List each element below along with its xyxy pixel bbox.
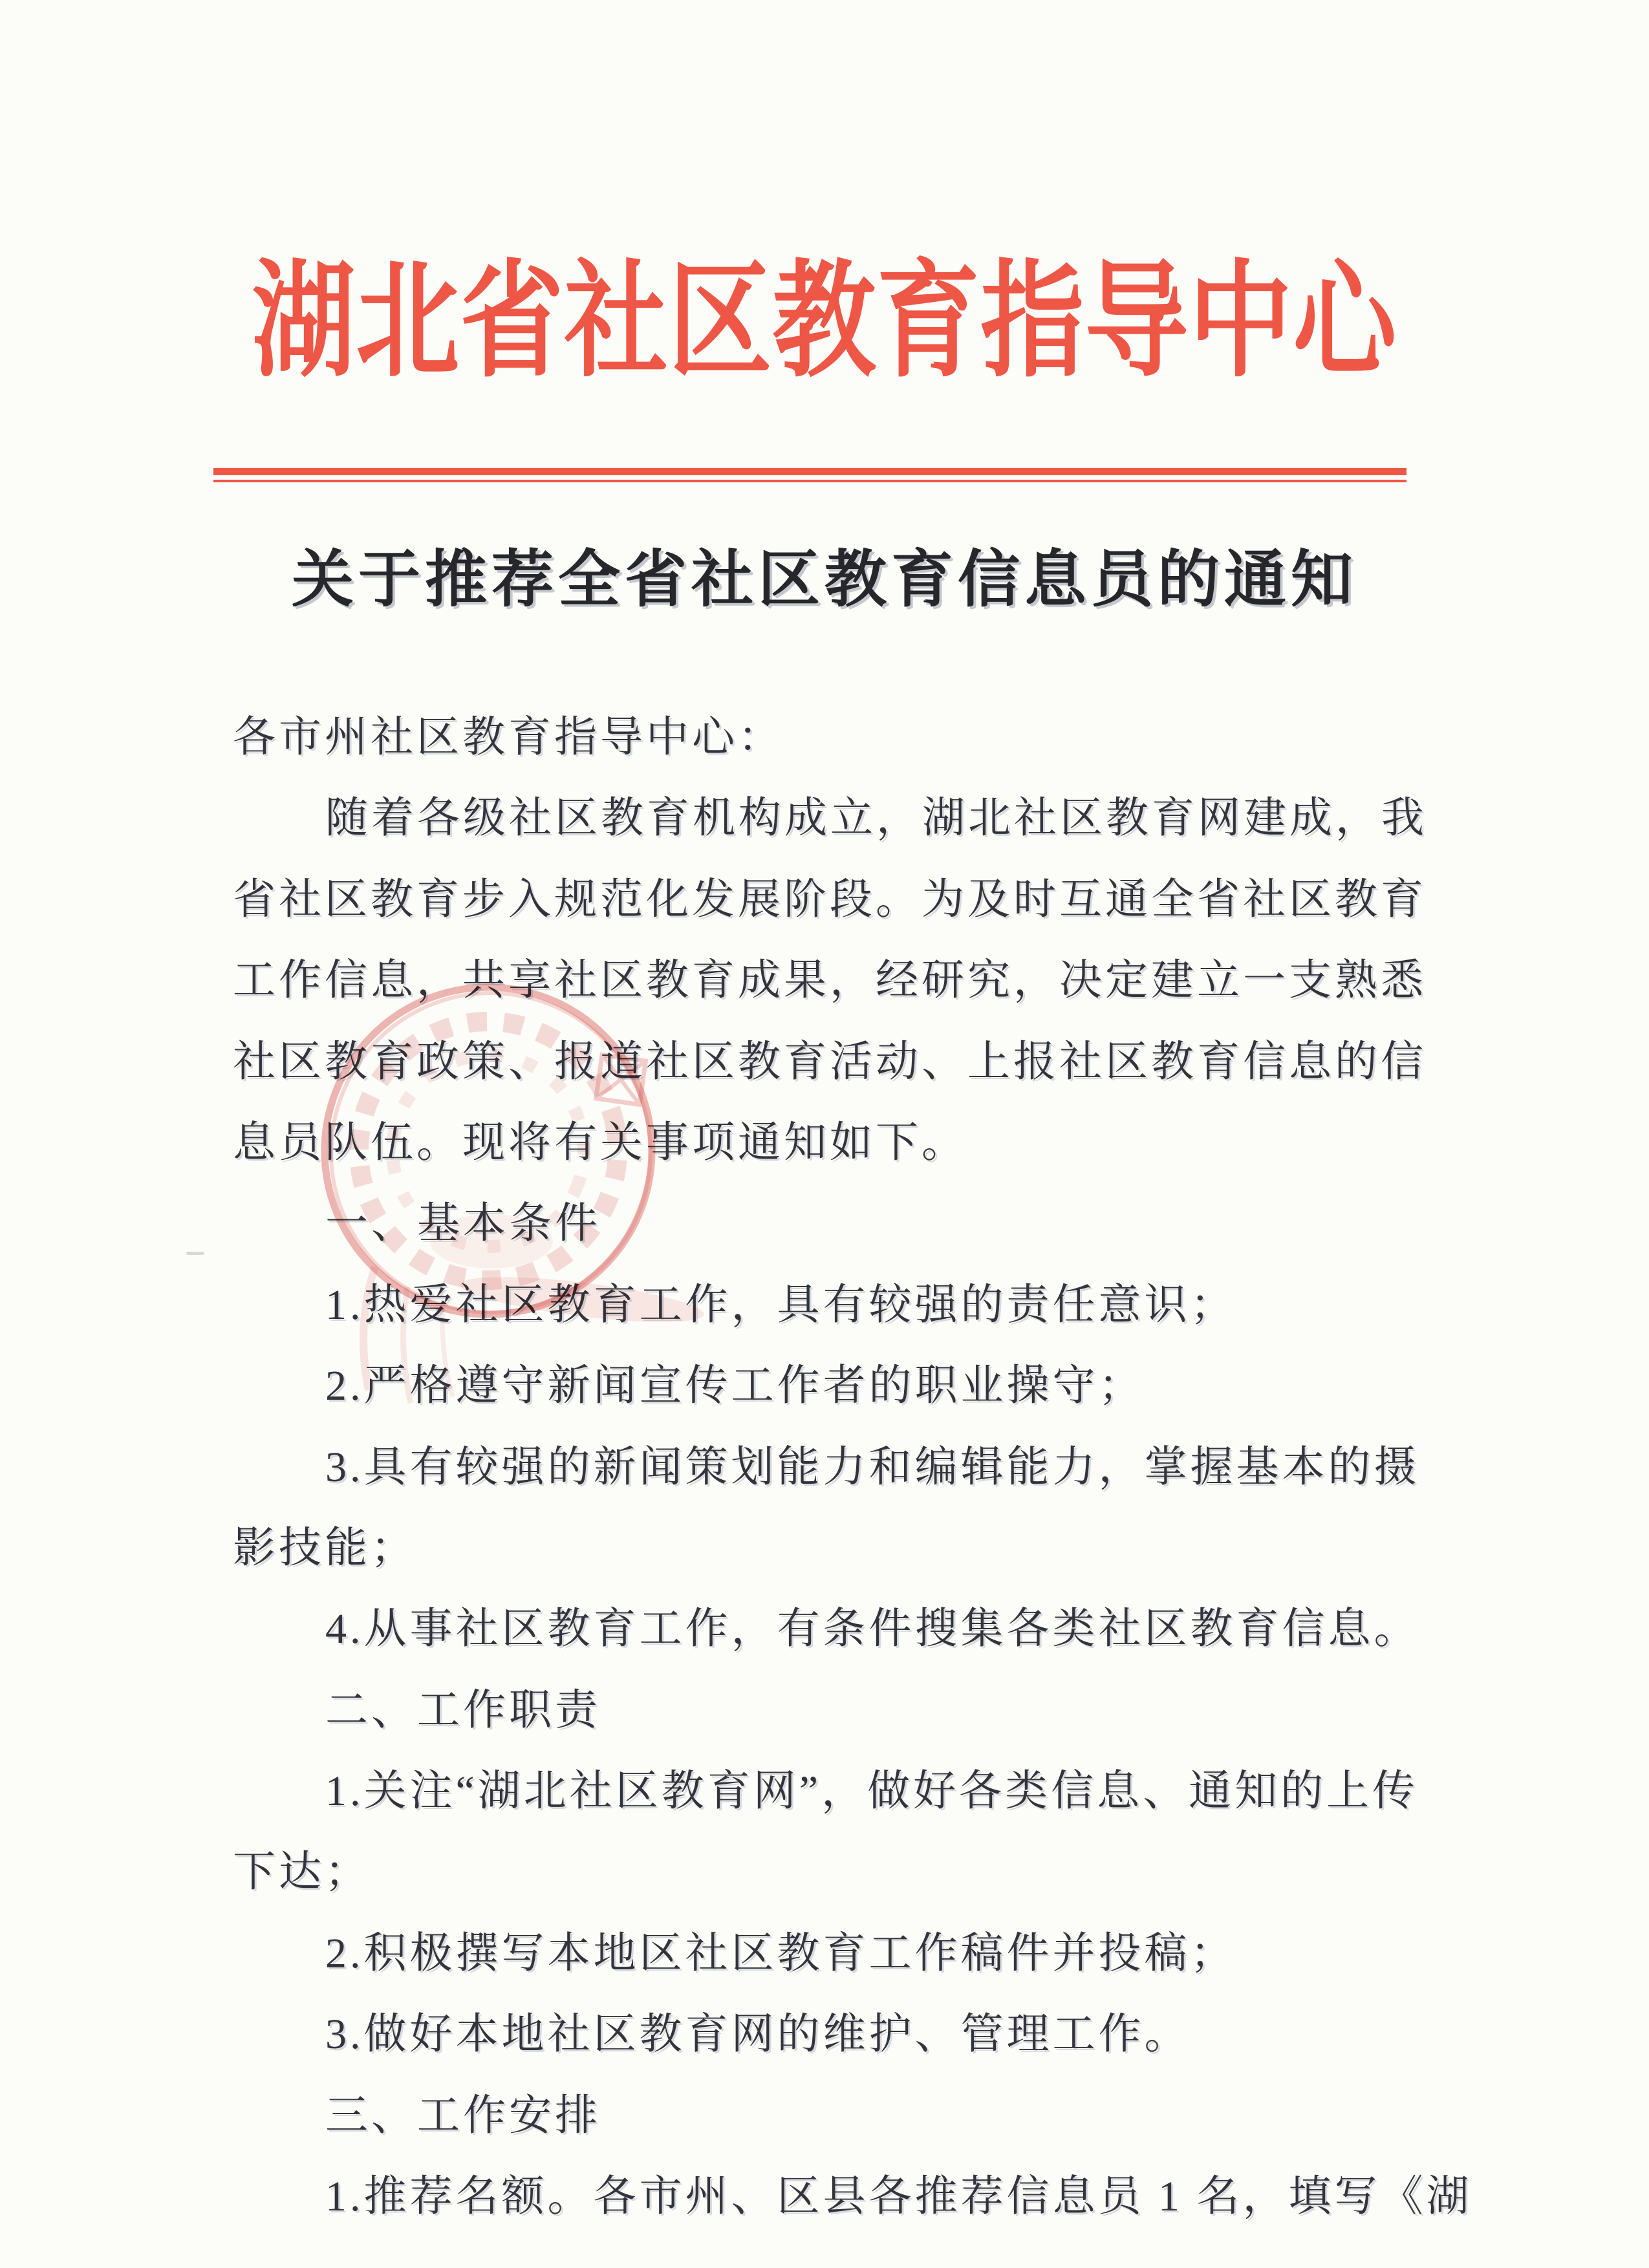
body-line: 工作信息，共享社区教育成果，经研究，决定建立一支熟悉: [233, 957, 1427, 1005]
body-line: 1.推荐名额。各市州、区县各推荐信息员 1 名，填写《湖: [325, 2173, 1472, 2221]
document-title: 关于推荐全省社区教育信息员的通知: [292, 545, 1357, 614]
body-line: 社区教育政策、报道社区教育活动、上报社区教育信息的信: [233, 1038, 1427, 1086]
body-line: 3.具有较强的新闻策划能力和编辑能力，掌握基本的摄: [325, 1443, 1420, 1491]
section-heading: 二、工作职责: [325, 1686, 601, 1734]
scan-artifact: [186, 1252, 204, 1255]
body-line: 下达；: [233, 1848, 371, 1896]
body-line: 省社区教育步入规范化发展阶段。为及时互通全省社区教育: [233, 875, 1427, 923]
body-line: 2.积极撰写本地区社区教育工作稿件并投稿；: [325, 1929, 1236, 1977]
body-line: 1.热爱社区教育工作，具有较强的责任意识；: [325, 1281, 1236, 1329]
body-line: 1.关注“湖北社区教育网”，做好各类信息、通知的上传: [325, 1768, 1419, 1815]
body-line: 4.从事社区教育工作，有条件搜集各类社区教育信息。: [325, 1605, 1420, 1653]
red-rule-thin: [213, 480, 1406, 482]
body-line: 随着各级社区教育机构成立，湖北社区教育网建成，我: [325, 795, 1427, 842]
body-line: 2.严格遵守新闻宣传工作者的职业操守；: [325, 1362, 1145, 1410]
red-rule-thick: [213, 468, 1406, 475]
salutation-line: 各市州社区教育指导中心：: [233, 714, 784, 761]
letterhead-title: 湖北省社区教育指导中心: [252, 251, 1397, 392]
body-line: 息员队伍。现将有关事项通知如下。: [233, 1118, 967, 1166]
document-body: [233, 697, 1472, 2237]
section-heading: 一、基本条件: [325, 1200, 601, 1248]
body-line: 3.做好本地社区教育网的维护、管理工作。: [325, 2011, 1191, 2059]
body-line: 影技能；: [233, 1524, 416, 1572]
section-heading: 三、工作安排: [325, 2091, 601, 2139]
